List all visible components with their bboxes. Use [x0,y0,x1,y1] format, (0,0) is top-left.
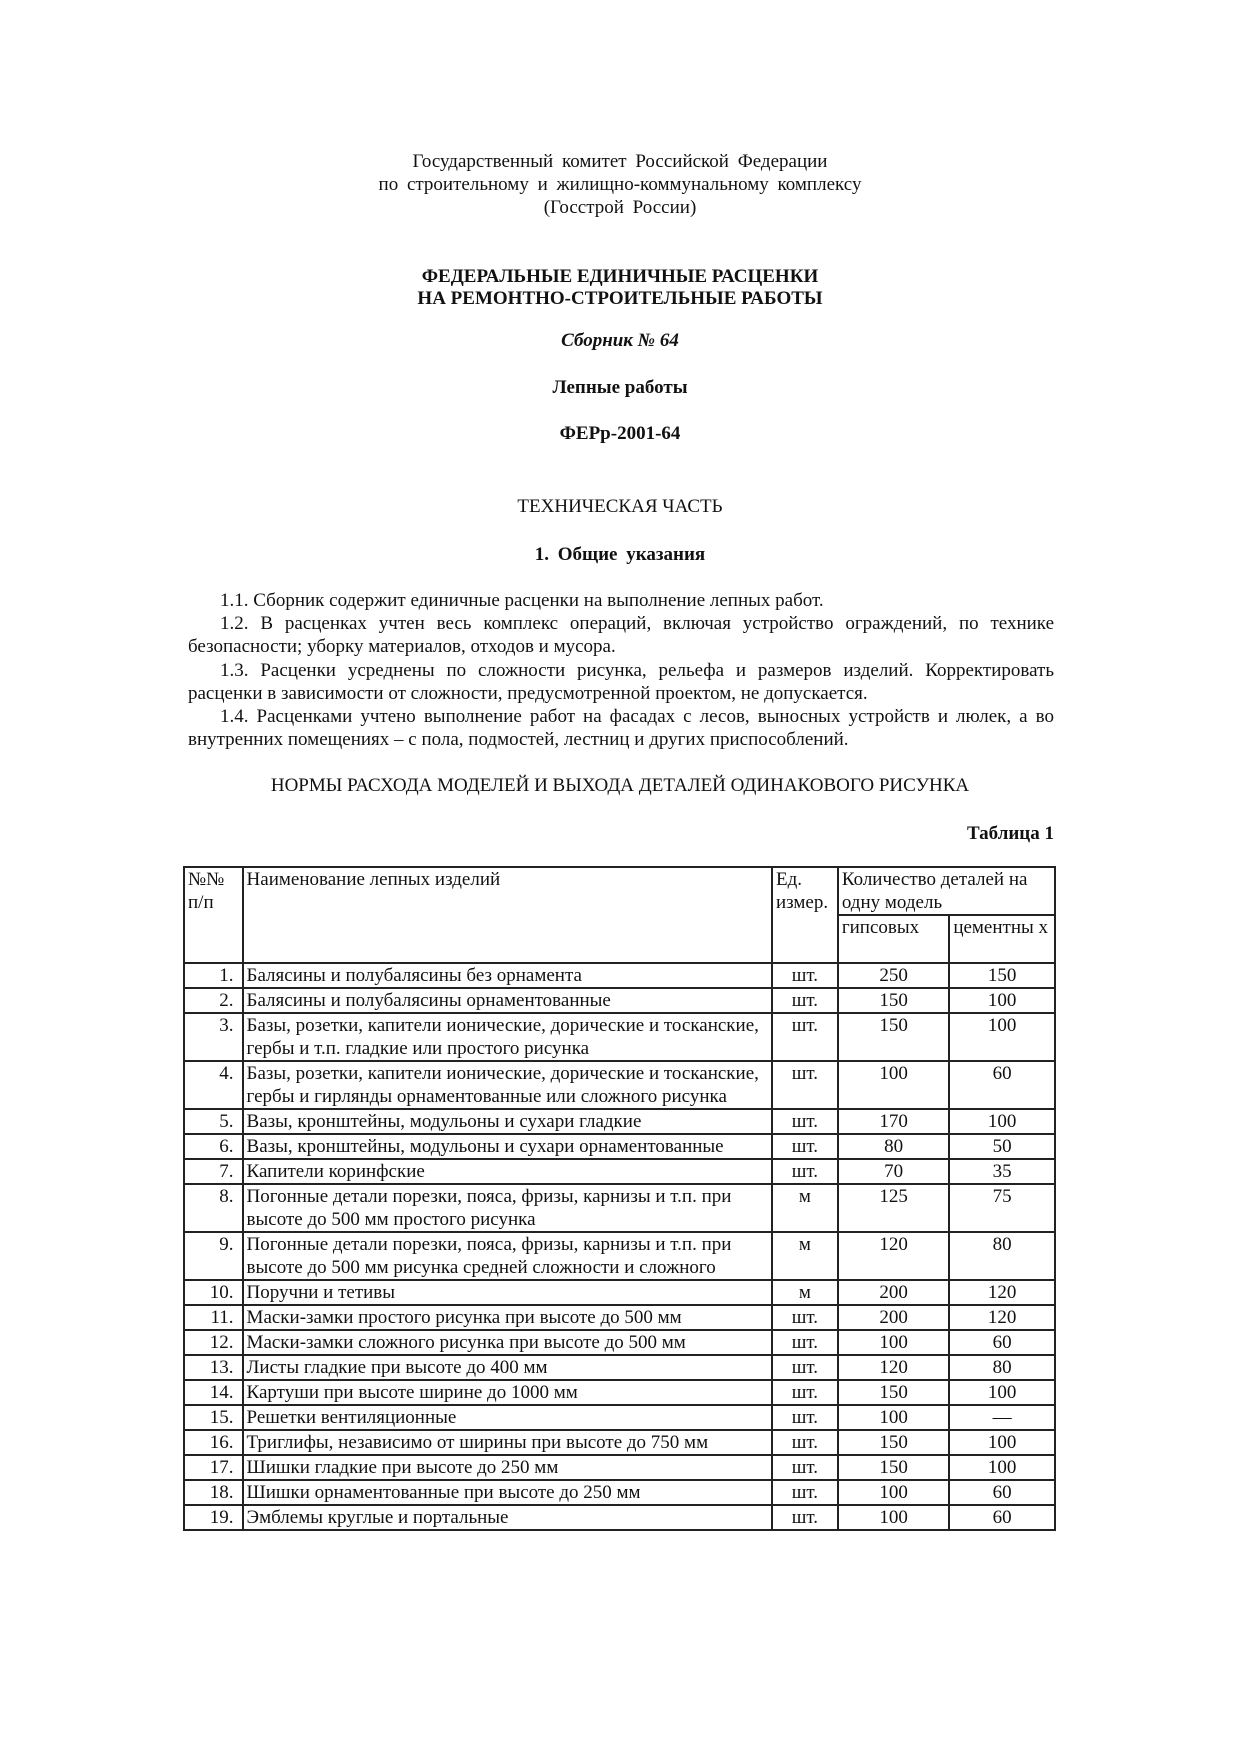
unit: шт. [772,1380,838,1405]
row-number: 13. [184,1355,243,1380]
item-name: Вазы, кронштейны, модульоны и сухари гладкие [243,1109,772,1134]
unit: шт. [772,1430,838,1455]
paragraph: 1.1. Сборник содержит единичные расценки на выполнение лепных работ. [220,590,824,611]
collection-subject: Лепные работы [552,377,688,398]
table-row [184,1184,1055,1232]
general-instructions [188,589,1054,751]
gypsum-qty: 200 [838,1305,949,1330]
item-name: Поручни и тетивы [243,1280,772,1305]
cement-qty: 120 [949,1305,1055,1330]
gypsum-qty: 170 [838,1109,949,1134]
cement-qty: 100 [949,1109,1055,1134]
gypsum-qty: 150 [838,1380,949,1405]
item-name: Погонные детали порезки, пояса, фризы, карнизы и т.п. при высоте до 500 мм рисунка средней сложности и сложного [243,1232,772,1280]
cement-qty: — [949,1405,1055,1430]
table-row [184,1480,1055,1505]
table-row [184,1455,1055,1480]
cement-qty: 150 [949,963,1055,988]
table-row [184,988,1055,1013]
item-name: Базы, розетки, капители ионические, дорические и тосканские, гербы и т.п. гладкие или простого рисунка [243,1013,772,1061]
row-number: 5. [184,1109,243,1134]
row-number: 2. [184,988,243,1013]
table-row [184,1109,1055,1134]
item-name: Балясины и полубалясины без орнамента [243,963,772,988]
gypsum-qty: 150 [838,988,949,1013]
item-name: Листы гладкие при высоте до 400 мм [243,1355,772,1380]
cement-qty: 50 [949,1134,1055,1159]
table-row [184,1134,1055,1159]
row-number: 17. [184,1455,243,1480]
cement-qty: 100 [949,1013,1055,1061]
unit: шт. [772,1455,838,1480]
item-name: Маски-замки сложного рисунка при высоте до 500 мм [243,1330,772,1355]
table-row [184,1159,1055,1184]
title-line: ФЕДЕРАЛЬНЫЕ ЕДИНИЧНЫЕ РАСЦЕНКИ [421,266,819,287]
gypsum-qty: 100 [838,1061,949,1109]
title-line: НА РЕМОНТНО-СТРОИТЕЛЬНЫЕ РАБОТЫ [417,288,823,309]
header-gypsum: гипсовых [838,915,949,963]
row-number: 12. [184,1330,243,1355]
row-number: 19. [184,1505,243,1530]
gypsum-qty: 150 [838,1455,949,1480]
row-number: 14. [184,1380,243,1405]
unit: шт. [772,1013,838,1061]
gypsum-qty: 80 [838,1134,949,1159]
table-row [184,963,1055,988]
table-row [184,1013,1055,1061]
item-name: Шишки гладкие при высоте до 250 мм [243,1455,772,1480]
unit: шт. [772,1480,838,1505]
gypsum-qty: 200 [838,1280,949,1305]
org-line: (Госстрой России) [543,197,697,218]
row-number: 9. [184,1232,243,1280]
item-name: Балясины и полубалясины орнаментованные [243,988,772,1013]
unit: м [772,1184,838,1232]
table-row [184,1061,1055,1109]
document-title [0,266,1240,310]
document-code: ФЕРр-2001-64 [559,423,681,444]
gypsum-qty: 70 [838,1159,949,1184]
collection-number: Сборник № 64 [561,330,679,351]
cement-qty: 35 [949,1159,1055,1184]
gypsum-qty: 100 [838,1405,949,1430]
row-number: 10. [184,1280,243,1305]
paragraph: 1.2. В расценках учтен весь комплекс операций, включая устройство ограждений, по технике безопасности; уборку материалов, отходов и мусора. [188,613,1054,658]
cement-qty: 100 [949,1380,1055,1405]
header-cement: цементны х [949,915,1055,963]
cement-qty: 60 [949,1480,1055,1505]
table-row [184,1280,1055,1305]
table-row [184,1355,1055,1380]
org-line: Государственный комитет Российской Федерации [412,151,828,172]
item-name: Решетки вентиляционные [243,1405,772,1430]
cement-qty: 80 [949,1232,1055,1280]
item-name: Шишки орнаментованные при высоте до 250 мм [243,1480,772,1505]
unit: м [772,1280,838,1305]
cement-qty: 60 [949,1330,1055,1355]
unit: шт. [772,988,838,1013]
section-title: 1. Общие указания [534,544,706,565]
item-name: Эмблемы круглые и портальные [243,1505,772,1530]
header-no: №№ п/п [184,867,243,963]
row-number: 6. [184,1134,243,1159]
paragraph: 1.3. Расценки усреднены по сложности рисунка, рельефа и размеров изделий. Корректировать расценки в зависимости от сложности, предусмотренной проектом, не допускается. [188,659,1054,704]
gypsum-qty: 150 [838,1430,949,1455]
norms-table [183,866,1056,1531]
unit: шт. [772,1405,838,1430]
table-row [184,1430,1055,1455]
table-row [184,1305,1055,1330]
item-name: Картуши при высоте ширине до 1000 мм [243,1380,772,1405]
table-row [184,1405,1055,1430]
row-number: 11. [184,1305,243,1330]
gypsum-qty: 250 [838,963,949,988]
unit: шт. [772,1330,838,1355]
cement-qty: 80 [949,1355,1055,1380]
header-qty-group: Количество деталей на одну модель [838,867,1055,915]
cement-qty: 60 [949,1505,1055,1530]
row-number: 15. [184,1405,243,1430]
row-number: 7. [184,1159,243,1184]
row-number: 1. [184,963,243,988]
gypsum-qty: 150 [838,1013,949,1061]
header-unit: Ед. измер. [772,867,838,963]
norms-heading: НОРМЫ РАСХОДА МОДЕЛЕЙ И ВЫХОДА ДЕТАЛЕЙ ОДИНАКОВОГО РИСУНКА [270,775,970,796]
organization-header [0,150,1240,219]
item-name: Погонные детали порезки, пояса, фризы, карнизы и т.п. при высоте до 500 мм простого рисунка [243,1184,772,1232]
unit: шт. [772,1305,838,1330]
table-row [184,1380,1055,1405]
gypsum-qty: 100 [838,1480,949,1505]
unit: шт. [772,1061,838,1109]
gypsum-qty: 125 [838,1184,949,1232]
item-name: Базы, розетки, капители ионические, дорические и тосканские, гербы и гирлянды орнаментованные или сложного рисунка [243,1061,772,1109]
technical-part-heading: ТЕХНИЧЕСКАЯ ЧАСТЬ [517,496,723,517]
item-name: Триглифы, независимо от ширины при высоте до 750 мм [243,1430,772,1455]
cement-qty: 75 [949,1184,1055,1232]
gypsum-qty: 100 [838,1330,949,1355]
item-name: Капители коринфские [243,1159,772,1184]
unit: шт. [772,1505,838,1530]
paragraph: 1.4. Расценками учтено выполнение работ на фасадах с лесов, выносных устройств и люлек, а во внутренних помещениях – с пола, подмостей, лестниц и других приспособлений. [188,706,1054,751]
table-caption: Таблица 1 [966,823,1054,844]
table-row [184,1330,1055,1355]
unit: шт. [772,1109,838,1134]
table-row [184,1505,1055,1530]
cement-qty: 120 [949,1280,1055,1305]
header-name: Наименование лепных изделий [243,867,772,963]
item-name: Маски-замки простого рисунка при высоте до 500 мм [243,1305,772,1330]
row-number: 16. [184,1430,243,1455]
table-header-row [184,867,1055,915]
unit: шт. [772,963,838,988]
cement-qty: 60 [949,1061,1055,1109]
gypsum-qty: 100 [838,1505,949,1530]
unit: шт. [772,1159,838,1184]
table-row [184,1232,1055,1280]
unit: шт. [772,1134,838,1159]
row-number: 8. [184,1184,243,1232]
unit: шт. [772,1355,838,1380]
gypsum-qty: 120 [838,1355,949,1380]
row-number: 18. [184,1480,243,1505]
item-name: Вазы, кронштейны, модульоны и сухари орнаментованные [243,1134,772,1159]
row-number: 4. [184,1061,243,1109]
cement-qty: 100 [949,988,1055,1013]
row-number: 3. [184,1013,243,1061]
cement-qty: 100 [949,1430,1055,1455]
org-line: по строительному и жилищно-коммунальному комплексу [378,174,862,195]
gypsum-qty: 120 [838,1232,949,1280]
unit: м [772,1232,838,1280]
cement-qty: 100 [949,1455,1055,1480]
